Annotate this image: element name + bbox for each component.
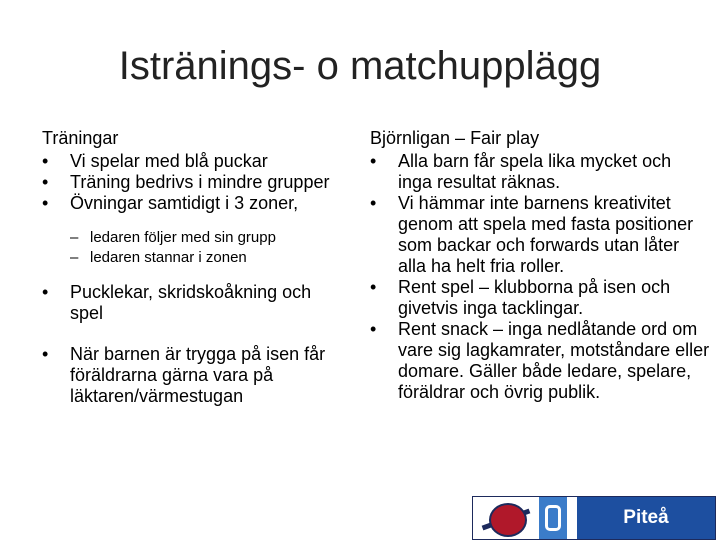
right-bullet-list [370, 151, 710, 403]
list-item: • Rent spel – klubborna på isen och givetvis inga tacklingar. [370, 277, 671, 318]
list-item: • Pucklekar, skridskoåkning och spel [42, 282, 312, 323]
footer-logo-strip [472, 496, 716, 540]
left-column-heading: Träningar [42, 128, 119, 148]
left-column [42, 128, 342, 407]
right-column-heading: Björnligan – Fair play [370, 128, 540, 148]
list-item: • Alla barn får spela lika mycket och inga resultat räknas. [370, 151, 672, 192]
slide-title: Istränings- o matchupplägg [118, 44, 602, 88]
dash-icon: – [70, 229, 79, 246]
bullet-icon: • [370, 277, 377, 297]
list-item: • Övningar samtidigt i 3 zoner, [42, 193, 299, 213]
list-item: • När barnen är trygga på isen får föräldrarna gärna vara på läktaren/värmestugan [42, 344, 326, 406]
team-logo-icon [473, 497, 539, 539]
sub-list-item: – ledaren följer med sin grupp [70, 229, 276, 246]
club-badge-icon [539, 497, 567, 539]
list-item: • Vi hämmar inte barnens kreativitet genom att spela med fasta positioner som backar och forwards utan låter alla ha helt fria roller. [370, 193, 694, 276]
bullet-icon: • [42, 172, 49, 192]
bullet-icon: • [370, 193, 377, 213]
bullet-icon: • [42, 344, 49, 364]
left-bullet-list [42, 151, 342, 214]
list-item: • Rent snack – inga nedlåtande ord om vare sig lagkamrater, motståndare eller domare. Gäller både ledare, spelare, föräldrar och övrig publik. [370, 319, 710, 402]
pitea-logo [577, 497, 715, 539]
bullet-icon: • [370, 319, 377, 339]
left-bullet-list-2 [42, 282, 342, 324]
left-sub-bullet-list [42, 228, 342, 268]
sub-list-item: – ledaren stannar i zonen [70, 249, 247, 266]
list-item: • Vi spelar med blå puckar [42, 151, 268, 171]
bullet-icon: • [42, 282, 49, 302]
bullet-icon: • [42, 193, 49, 213]
dash-icon: – [70, 249, 79, 266]
list-item: • Träning bedrivs i mindre grupper [42, 172, 330, 192]
right-column [370, 128, 710, 403]
pitea-logo-text: Piteå [623, 507, 669, 528]
bullet-icon: • [42, 151, 49, 171]
left-bullet-list-3 [42, 344, 342, 407]
bullet-icon: • [370, 151, 377, 171]
